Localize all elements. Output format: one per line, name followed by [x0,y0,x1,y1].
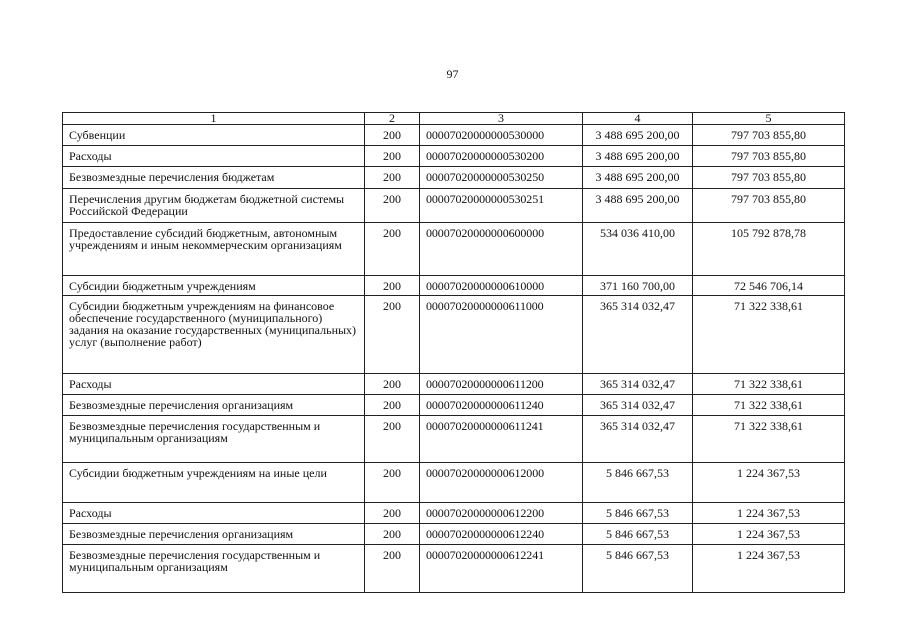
row-name-cell: Безвозмездные перечисления государственным и муниципальным организациям [63,416,365,463]
row-approved-cell: 3 488 695 200,00 [583,189,693,223]
row-approved-cell: 365 314 032,47 [583,374,693,395]
table-row [63,503,845,524]
table-row [63,146,845,167]
row-approved-cell: 5 846 667,53 [583,503,693,524]
row-code-cell: 200 [365,395,420,416]
row-kbk-cell: 00007020000000530251 [420,189,583,223]
header-row [63,113,845,125]
row-code-cell: 200 [365,463,420,503]
row-executed-cell: 797 703 855,80 [693,146,845,167]
table-row [63,416,845,463]
row-kbk-cell: 00007020000000530250 [420,167,583,189]
row-name-cell: Субвенции [63,125,365,146]
column-header-3: 3 [420,113,583,125]
table-row [63,125,845,146]
row-executed-cell: 1 224 367,53 [693,463,845,503]
row-code-cell: 200 [365,276,420,296]
table-row [63,167,845,189]
row-executed-cell: 71 322 338,61 [693,296,845,374]
row-kbk-cell: 00007020000000612200 [420,503,583,524]
column-header-2: 2 [365,113,420,125]
row-executed-cell: 71 322 338,61 [693,416,845,463]
row-executed-cell: 72 546 706,14 [693,276,845,296]
row-name-cell: Расходы [63,374,365,395]
row-name-cell: Субсидии бюджетным учреждениям на иные цели [63,463,365,503]
row-approved-cell: 371 160 700,00 [583,276,693,296]
table-row [63,545,845,593]
row-kbk-cell: 00007020000000612000 [420,463,583,503]
row-approved-cell: 365 314 032,47 [583,296,693,374]
row-kbk-cell: 00007020000000610000 [420,276,583,296]
row-name-cell: Субсидии бюджетным учреждениям на финансовое обеспечение государственного (муниципального) задания на оказание государственных (муниципальных) услуг (выполнение работ) [63,296,365,374]
table-row [63,223,845,276]
table-header [63,113,845,125]
row-kbk-cell: 00007020000000530000 [420,125,583,146]
page-number: 97 [446,67,459,81]
row-name-cell: Безвозмездные перечисления организациям [63,395,365,416]
row-code-cell: 200 [365,545,420,593]
row-kbk-cell: 00007020000000611000 [420,296,583,374]
row-executed-cell: 71 322 338,61 [693,395,845,416]
row-code-cell: 200 [365,374,420,395]
row-code-cell: 200 [365,189,420,223]
row-code-cell: 200 [365,524,420,545]
row-kbk-cell: 00007020000000600000 [420,223,583,276]
table-row [63,374,845,395]
row-name-cell: Перечисления другим бюджетам бюджетной системы Российской Федерации [63,189,365,223]
row-kbk-cell: 00007020000000611200 [420,374,583,395]
row-kbk-cell: 00007020000000611241 [420,416,583,463]
row-name-cell: Предоставление субсидий бюджетным, автономным учреждениям и иным некоммерческим организациям [63,223,365,276]
table-body [63,125,845,593]
row-approved-cell: 5 846 667,53 [583,463,693,503]
row-approved-cell: 3 488 695 200,00 [583,125,693,146]
table-row [63,395,845,416]
row-name-cell: Расходы [63,503,365,524]
row-code-cell: 200 [365,416,420,463]
row-approved-cell: 534 036 410,00 [583,223,693,276]
row-executed-cell: 105 792 878,78 [693,223,845,276]
column-header-1: 1 [63,113,365,125]
row-executed-cell: 1 224 367,53 [693,524,845,545]
row-name-cell: Безвозмездные перечисления государственным и муниципальным организациям [63,545,365,593]
row-name-cell: Субсидии бюджетным учреждениям [63,276,365,296]
row-executed-cell: 1 224 367,53 [693,545,845,593]
row-approved-cell: 3 488 695 200,00 [583,146,693,167]
table-row [63,189,845,223]
row-approved-cell: 5 846 667,53 [583,524,693,545]
row-approved-cell: 5 846 667,53 [583,545,693,593]
row-executed-cell: 71 322 338,61 [693,374,845,395]
row-name-cell: Безвозмездные перечисления бюджетам [63,167,365,189]
row-executed-cell: 797 703 855,80 [693,167,845,189]
table-row [63,524,845,545]
row-approved-cell: 365 314 032,47 [583,416,693,463]
row-code-cell: 200 [365,146,420,167]
table-row [63,276,845,296]
table-row [63,463,845,503]
row-approved-cell: 3 488 695 200,00 [583,167,693,189]
row-code-cell: 200 [365,125,420,146]
row-kbk-cell: 00007020000000612240 [420,524,583,545]
row-code-cell: 200 [365,223,420,276]
row-kbk-cell: 00007020000000611240 [420,395,583,416]
row-name-cell: Расходы [63,146,365,167]
row-executed-cell: 1 224 367,53 [693,503,845,524]
row-executed-cell: 797 703 855,80 [693,125,845,146]
row-code-cell: 200 [365,503,420,524]
column-header-4: 4 [583,113,693,125]
row-code-cell: 200 [365,167,420,189]
row-name-cell: Безвозмездные перечисления организациям [63,524,365,545]
column-header-5: 5 [693,113,845,125]
row-kbk-cell: 00007020000000612241 [420,545,583,593]
row-kbk-cell: 00007020000000530200 [420,146,583,167]
row-executed-cell: 797 703 855,80 [693,189,845,223]
budget-execution-table [62,112,845,593]
row-code-cell: 200 [365,296,420,374]
row-approved-cell: 365 314 032,47 [583,395,693,416]
table-row [63,296,845,374]
